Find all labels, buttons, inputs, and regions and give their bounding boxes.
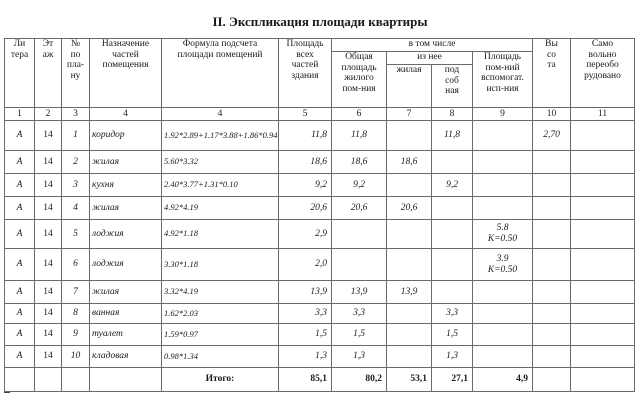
cell-naznachenie: ванная [90, 304, 162, 324]
cell-ploshchad: 3,3 [279, 304, 332, 324]
cell-samovolno [571, 151, 635, 174]
cell-obshchaya: 20,6 [332, 197, 387, 220]
cell-nomer: 4 [62, 197, 90, 220]
cell-podsobnaya: 11,8 [432, 121, 473, 151]
cell-podsobnaya [432, 151, 473, 174]
column-number: 1 [5, 108, 35, 121]
cell-zhilaya [387, 249, 432, 281]
cell-zhilaya [387, 174, 432, 197]
column-number: 4 [162, 108, 279, 121]
cell-vysota [533, 151, 571, 174]
cell-formula: 2.40*3.77+1.31*0.10 [162, 174, 279, 197]
cell-etazh: 14 [35, 281, 62, 304]
cell-vysota [533, 304, 571, 324]
cell-naznachenie: жилая [90, 197, 162, 220]
cell-vspomog [473, 174, 533, 197]
cell-obshchaya: 18,6 [332, 151, 387, 174]
cell-samovolno [571, 249, 635, 281]
cell-formula: 5.60*3.32 [162, 151, 279, 174]
total-empty [5, 368, 35, 392]
cell-ploshchad: 13,9 [279, 281, 332, 304]
header-v-tom-chisle: в том числе [332, 39, 533, 52]
cell-samovolno [571, 324, 635, 346]
cell-vspomog [473, 324, 533, 346]
cell-litera: А [5, 220, 35, 249]
table-row [5, 197, 635, 220]
header-zhilaya: жилая [387, 65, 432, 108]
cell-litera: А [5, 249, 35, 281]
cell-vysota [533, 174, 571, 197]
cell-obshchaya: 11,8 [332, 121, 387, 151]
cell-ploshchad: 2,0 [279, 249, 332, 281]
table-row [5, 304, 635, 324]
cell-formula: 0.98*1.34 [162, 346, 279, 368]
cell-podsobnaya: 3,3 [432, 304, 473, 324]
cell-naznachenie: кухня [90, 174, 162, 197]
cell-samovolno [571, 174, 635, 197]
header-iz-nee: из нее [387, 52, 473, 65]
header-naznachenie: Назначение частей помещения [90, 39, 162, 108]
header-ploshchad: Площадь всех частей здания [279, 39, 332, 108]
table-row [5, 220, 635, 249]
cell-podsobnaya [432, 249, 473, 281]
cell-obshchaya: 13,9 [332, 281, 387, 304]
cell-vspomog [473, 151, 533, 174]
cell-litera: А [5, 324, 35, 346]
total-label: Итого: [162, 368, 279, 392]
column-number: 6 [332, 108, 387, 121]
column-number: 10 [533, 108, 571, 121]
total-empty [90, 368, 162, 392]
cell-zhilaya [387, 324, 432, 346]
column-number: 9 [473, 108, 533, 121]
cell-podsobnaya: 1,5 [432, 324, 473, 346]
cell-podsobnaya [432, 220, 473, 249]
header-nomer: № по пла- ну [62, 39, 90, 108]
column-number: 5 [279, 108, 332, 121]
column-number: 2 [35, 108, 62, 121]
cell-naznachenie: жилая [90, 151, 162, 174]
cell-vspomog [473, 197, 533, 220]
header-formula: Формула подсчета площади помещений [162, 39, 279, 108]
column-number: 11 [571, 108, 635, 121]
total-row [5, 368, 635, 392]
cell-zhilaya [387, 121, 432, 151]
cell-nomer: 8 [62, 304, 90, 324]
cell-zhilaya: 20,6 [387, 197, 432, 220]
cell-zhilaya: 13,9 [387, 281, 432, 304]
cell-nomer: 2 [62, 151, 90, 174]
column-number: 8 [432, 108, 473, 121]
table-row [5, 151, 635, 174]
cell-samovolno [571, 121, 635, 151]
cell-ploshchad: 18,6 [279, 151, 332, 174]
cell-naznachenie: кладовая [90, 346, 162, 368]
cell-etazh: 14 [35, 324, 62, 346]
cell-formula: 1.59*0.97 [162, 324, 279, 346]
cell-nomer: 5 [62, 220, 90, 249]
cell-obshchaya: 3,3 [332, 304, 387, 324]
cell-naznachenie: коридор [90, 121, 162, 151]
header-etazh: Эт аж [35, 39, 62, 108]
cell-vspomog [473, 281, 533, 304]
total-empty [533, 368, 571, 392]
cell-naznachenie: лоджия [90, 220, 162, 249]
total-empty [62, 368, 90, 392]
explication-table [4, 38, 635, 392]
cell-nomer: 6 [62, 249, 90, 281]
cell-litera: А [5, 304, 35, 324]
cell-zhilaya [387, 304, 432, 324]
cell-litera: А [5, 281, 35, 304]
total-empty [571, 368, 635, 392]
cell-etazh: 14 [35, 121, 62, 151]
header-podsobnaya: под соб ная [432, 65, 473, 108]
header-samovolno: Само вольно переобо рудовано [571, 39, 635, 108]
cell-samovolno [571, 220, 635, 249]
cell-nomer: 9 [62, 324, 90, 346]
table-row [5, 324, 635, 346]
total-zhilaya: 53,1 [387, 368, 432, 392]
cell-litera: А [5, 151, 35, 174]
cell-samovolno [571, 346, 635, 368]
total-obshchaya: 80,2 [332, 368, 387, 392]
header-litera: Ли тера [5, 39, 35, 108]
cell-zhilaya [387, 346, 432, 368]
column-numbers-row [5, 108, 635, 121]
cell-naznachenie: туалет [90, 324, 162, 346]
cell-formula: 3.32*4.19 [162, 281, 279, 304]
header-vspomog: Площадь пом-ний вспомогат. исп-ния [473, 52, 533, 108]
cell-vysota [533, 324, 571, 346]
cell-podsobnaya: 1,3 [432, 346, 473, 368]
total-vspomog: 4,9 [473, 368, 533, 392]
cell-vysota [533, 249, 571, 281]
column-number: 7 [387, 108, 432, 121]
cell-litera: А [5, 174, 35, 197]
cell-ploshchad: 9,2 [279, 174, 332, 197]
cell-ploshchad: 1,3 [279, 346, 332, 368]
table-row [5, 281, 635, 304]
cell-obshchaya [332, 220, 387, 249]
total-podsobnaya: 27,1 [432, 368, 473, 392]
cell-etazh: 14 [35, 346, 62, 368]
cell-vspomog [473, 121, 533, 151]
total-empty [35, 368, 62, 392]
cell-nomer: 7 [62, 281, 90, 304]
cell-formula: 4.92*1.18 [162, 220, 279, 249]
cell-etazh: 14 [35, 249, 62, 281]
cell-obshchaya [332, 249, 387, 281]
cell-samovolno [571, 197, 635, 220]
cell-formula: 3.30*1.18 [162, 249, 279, 281]
cell-litera: А [5, 197, 35, 220]
cell-vysota: 2,70 [533, 121, 571, 151]
cell-vysota [533, 197, 571, 220]
cell-naznachenie: лоджия [90, 249, 162, 281]
cell-etazh: 14 [35, 304, 62, 324]
column-number: 4 [90, 108, 162, 121]
header-vysota: Вы со та [533, 39, 571, 108]
cell-samovolno [571, 281, 635, 304]
column-number: 3 [62, 108, 90, 121]
cell-podsobnaya: 9,2 [432, 174, 473, 197]
total-ploshchad: 85,1 [279, 368, 332, 392]
cell-zhilaya [387, 220, 432, 249]
cell-podsobnaya [432, 197, 473, 220]
cell-vysota [533, 346, 571, 368]
cell-nomer: 1 [62, 121, 90, 151]
cell-naznachenie: жилая [90, 281, 162, 304]
table-row [5, 174, 635, 197]
cell-zhilaya: 18,6 [387, 151, 432, 174]
cell-samovolno [571, 304, 635, 324]
cell-nomer: 10 [62, 346, 90, 368]
cell-ploshchad: 20,6 [279, 197, 332, 220]
cell-etazh: 14 [35, 174, 62, 197]
cell-ploshchad: 1,5 [279, 324, 332, 346]
cell-formula: 4.92*4.19 [162, 197, 279, 220]
cell-formula: 1.92*2.89+1.17*3.88+1.86*0.94 [162, 121, 279, 151]
cell-vspomog: 5.8 К=0.50 [473, 220, 533, 249]
table-row [5, 121, 635, 151]
cell-ploshchad: 2,9 [279, 220, 332, 249]
cell-etazh: 14 [35, 220, 62, 249]
cell-nomer: 3 [62, 174, 90, 197]
cell-formula: 1.62*2.03 [162, 304, 279, 324]
cell-etazh: 14 [35, 197, 62, 220]
table-row [5, 346, 635, 368]
cell-vysota [533, 281, 571, 304]
cell-vspomog: 3.9 К=0.50 [473, 249, 533, 281]
page-edge-mark [4, 392, 10, 393]
cell-podsobnaya [432, 281, 473, 304]
cell-obshchaya: 1,3 [332, 346, 387, 368]
cell-etazh: 14 [35, 151, 62, 174]
cell-litera: А [5, 346, 35, 368]
page-title: II. Экспликация площади квартиры [212, 14, 428, 29]
cell-vspomog [473, 304, 533, 324]
cell-obshchaya: 9,2 [332, 174, 387, 197]
cell-ploshchad: 11,8 [279, 121, 332, 151]
cell-litera: А [5, 121, 35, 151]
cell-vysota [533, 220, 571, 249]
table-row [5, 249, 635, 281]
cell-obshchaya: 1,5 [332, 324, 387, 346]
cell-vspomog [473, 346, 533, 368]
header-obshchaya: Общая площадь жилого пом-ния [332, 52, 387, 108]
